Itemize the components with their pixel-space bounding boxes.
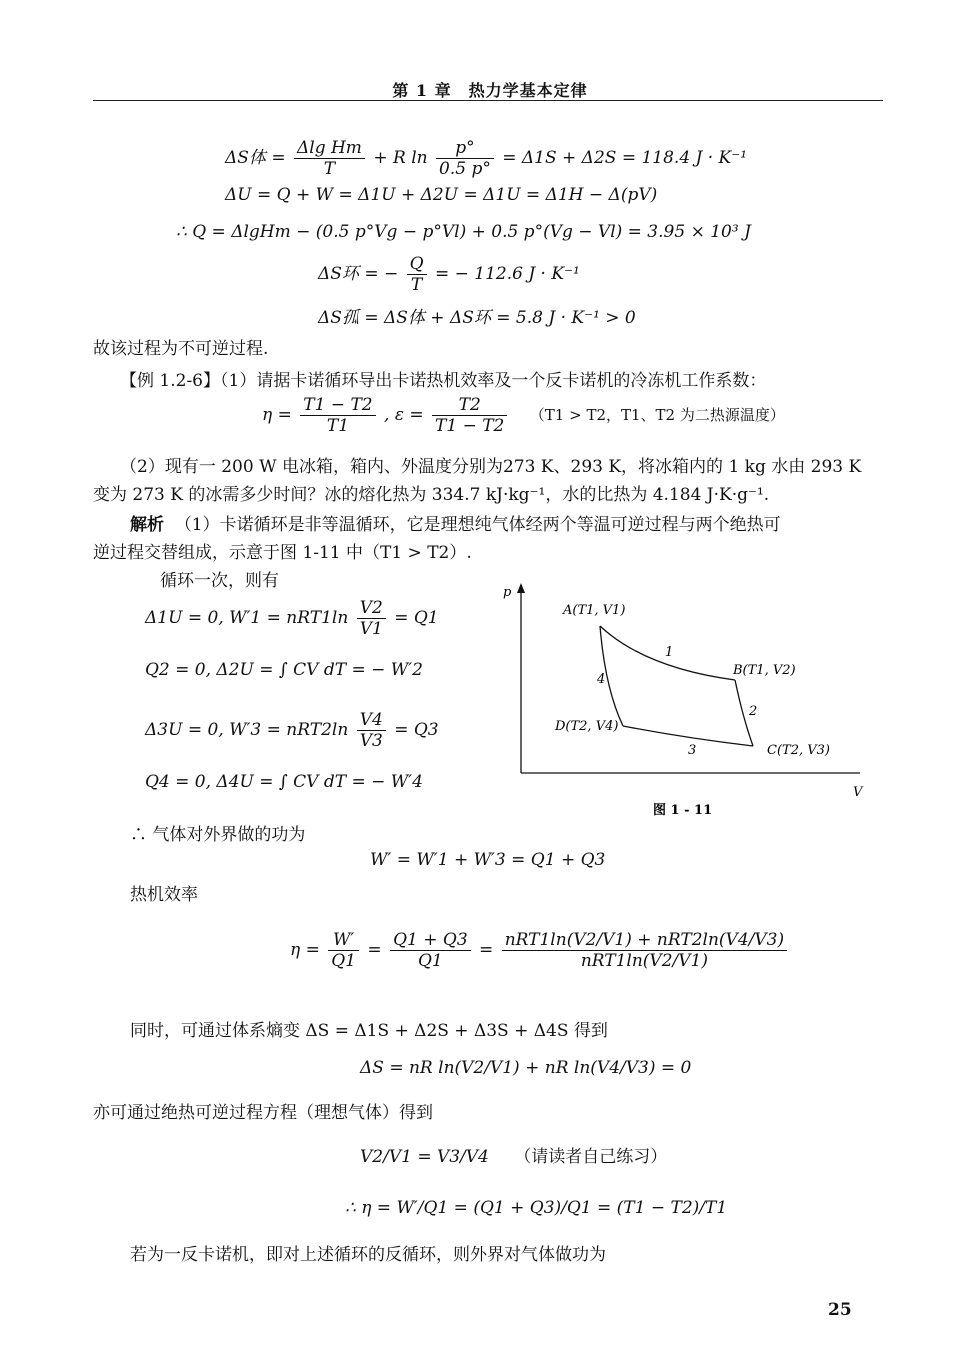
efficiency-text: 热机效率 [130,885,198,905]
cycle-once-text: 循环一次，则有 [160,571,279,591]
p-axis-arrow [517,583,525,593]
equation-entropy-isolated: ΔS孤 = ΔS体 + ΔS环 = 5.8 J · K⁻¹ > 0 [318,308,636,328]
carnot-cycle-figure [505,578,875,818]
point-a-label: A(T1, V1) [563,603,626,618]
point-b-label: B(T1, V2) [733,663,796,678]
reverse-carnot-text: 若为一反卡诺机，即对上述循环的反循环，则外界对气体做功为 [130,1245,606,1265]
equation-step2: Q2 = 0, Δ2U = ∫ CV dT = − W′2 [145,660,423,680]
header-rule [93,100,883,101]
equation-step3: Δ3U = 0, W′3 = nRT2ln $\frac{V4}{V3}$ = Q3 [145,710,439,751]
point-d-label: D(T2, V4) [555,719,619,734]
equation-carnot-efficiency: ∴ η = W′/Q1 = (Q1 + Q3)/Q1 = (T1 − T2)/T1 [345,1198,728,1218]
page-number: 25 [828,1300,852,1320]
equation-internal-energy: ΔU = Q + W = Δ1U + Δ2U = Δ1U = Δ1H − Δ(pV) [225,185,658,205]
equation-efficiency-definition: η = $\frac{T1 - T2}{T1}$ , ε = $\frac{T2}{T1 - T2}$ （T1 > T2，T1、T2 为二热源温度） [262,395,785,436]
figure-caption: 图 1 - 11 [653,803,713,818]
equation-entropy-system: ΔS体 = $\frac{\text{Δlg Hm}}{T}$ + R ln $\frac{p^\circ}{0.5 p^\circ}$ = Δ1S + Δ2S = 118.4 J · K⁻¹ [225,138,748,179]
paragraph-irreversible: 故该过程为不可逆过程. [93,339,269,359]
equation-step1: Δ1U = 0, W′1 = nRT1ln $\frac{V2}{V1}$ = Q1 [145,598,439,639]
entropy-text: 同时，可通过体系熵变 ΔS = Δ1S + Δ2S + Δ3S + Δ4S 得到 [130,1021,608,1041]
example-question-1: 【例 1.2-6】（1）请据卡诺循环导出卡诺热机效率及一个反卡诺机的冷冻机工作系数： [120,371,767,391]
process-3-label: 3 [688,743,697,758]
equation-entropy-surroundings: ΔS环 = − $\frac{Q}{T}$ = − 112.6 J · K⁻¹ [318,254,580,295]
process-4-label: 4 [597,672,606,687]
adiabatic-text: 亦可通过绝热可逆过程方程（理想气体）得到 [93,1103,433,1123]
equation-entropy-sum: ΔS = nR ln(V2/V1) + nR ln(V4/V3) = 0 [360,1058,692,1078]
chapter-header: 第 1 章 热力学基本定律 [392,81,588,100]
equation-efficiency: η = $\frac{W'}{Q1}$ = $\frac{Q1 + Q3}{Q1}$ = $\frac{\text{nRT1ln(V2/V1) + nRT2ln(V4/V3)}}{\text{nRT1ln(V2/V1)}}$ [290,930,790,971]
point-c-label: C(T2, V3) [767,743,830,758]
solution-line2: 逆过程交替组成，示意于图 1-11 中（T1 > T2）. [93,543,472,563]
equation-heat: ∴ Q = ΔlgHm − (0.5 p°Vg − p°Vl) + 0.5 p°(Vg − Vl) = 3.95 × 10³ J [176,222,751,242]
example-question-2-line1: （2）现有一 200 W 电冰箱，箱内、外温度分别为273 K、293 K，将冰箱内的 1 kg 水由 293 K [120,457,862,477]
equation-volume-ratio: V2/V1 = V3/V4 （请读者自己练习） [360,1147,668,1167]
equation-work: W′ = W′1 + W′3 = Q1 + Q3 [370,850,606,870]
process-1-label: 1 [665,645,674,660]
example-question-2-line2: 变为 273 K 的冰需多少时间？冰的熔化热为 334.7 kJ·kg⁻¹，水的比热为 4.184 J·K·g⁻¹. [93,485,770,505]
v-axis-label: V [853,785,863,800]
solution-line1: 解析 （1）卡诺循环是非等温循环，它是理想纯气体经两个等温可逆过程与两个绝热可 [130,515,781,535]
equation-step4: Q4 = 0, Δ4U = ∫ CV dT = − W′4 [145,772,423,792]
p-axis-label: p [503,585,512,600]
process-2-label: 2 [749,704,758,719]
work-text: ∴ 气体对外界做的功为 [130,825,306,845]
